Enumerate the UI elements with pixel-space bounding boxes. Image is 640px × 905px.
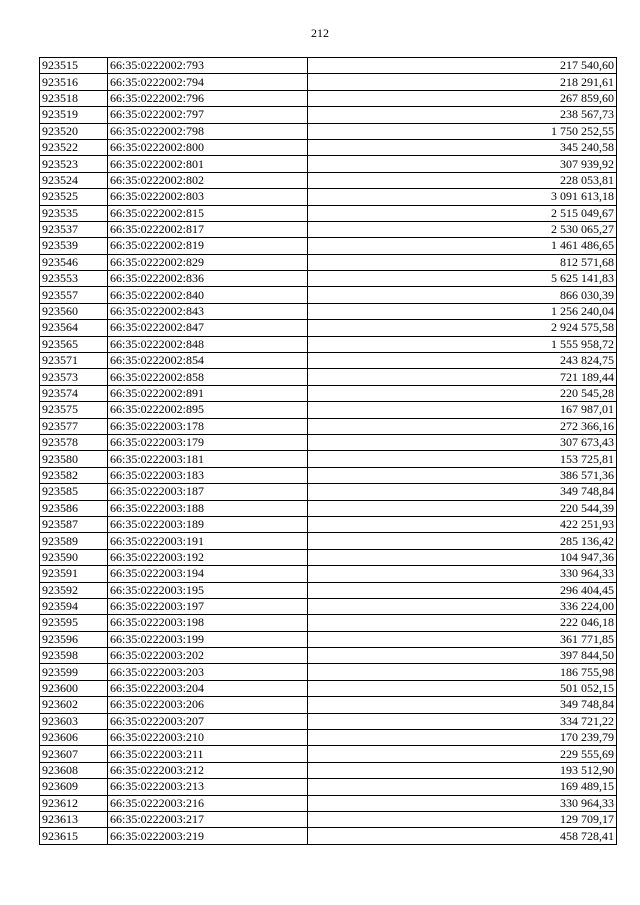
table-row <box>40 533 617 549</box>
cadastral-value-cell: 866 030,39 <box>308 287 617 303</box>
record-id-cell: 923585 <box>40 484 108 500</box>
cadastral-value-cell: 220 544,39 <box>308 500 617 516</box>
cadastral-value-cell: 272 366,16 <box>308 418 617 434</box>
record-id-cell: 923575 <box>40 402 108 418</box>
cadastral-number-cell: 66:35:0222003:187 <box>108 484 308 500</box>
record-id-cell: 923520 <box>40 123 108 139</box>
cadastral-value-cell: 330 964,33 <box>308 795 617 811</box>
record-id-cell: 923518 <box>40 90 108 106</box>
cadastral-value-cell: 228 053,81 <box>308 172 617 188</box>
cadastral-number-cell: 66:35:0222003:178 <box>108 418 308 434</box>
table-row <box>40 582 617 598</box>
cadastral-number-cell: 66:35:0222002:802 <box>108 172 308 188</box>
cadastral-number-cell: 66:35:0222003:217 <box>108 811 308 827</box>
cadastral-number-cell: 66:35:0222003:216 <box>108 795 308 811</box>
table-row <box>40 320 617 336</box>
cadastral-number-cell: 66:35:0222002:798 <box>108 123 308 139</box>
cadastral-value-cell: 307 939,92 <box>308 156 617 172</box>
cadastral-value-cell: 422 251,93 <box>308 516 617 532</box>
table-row <box>40 664 617 680</box>
record-id-cell: 923522 <box>40 139 108 155</box>
cadastral-number-cell: 66:35:0222002:796 <box>108 90 308 106</box>
cadastral-value-cell: 458 728,41 <box>308 828 617 844</box>
table-row <box>40 254 617 270</box>
record-id-cell: 923564 <box>40 320 108 336</box>
cadastral-number-cell: 66:35:0222003:202 <box>108 648 308 664</box>
cadastral-number-cell: 66:35:0222002:803 <box>108 189 308 205</box>
cadastral-value-cell: 386 571,36 <box>308 467 617 483</box>
cadastral-number-cell: 66:35:0222002:854 <box>108 353 308 369</box>
record-id-cell: 923557 <box>40 287 108 303</box>
cadastral-value-cell: 2 515 049,67 <box>308 205 617 221</box>
record-id-cell: 923609 <box>40 779 108 795</box>
cadastral-number-cell: 66:35:0222002:817 <box>108 221 308 237</box>
cadastral-number-cell: 66:35:0222003:191 <box>108 533 308 549</box>
table-row <box>40 221 617 237</box>
cadastral-value-cell: 238 567,73 <box>308 107 617 123</box>
cadastral-number-cell: 66:35:0222002:847 <box>108 320 308 336</box>
page-number: 212 <box>311 26 329 40</box>
cadastral-value-cell: 361 771,85 <box>308 631 617 647</box>
record-id-cell: 923539 <box>40 238 108 254</box>
table-row <box>40 139 617 155</box>
record-id-cell: 923612 <box>40 795 108 811</box>
table-row <box>40 598 617 614</box>
table-row <box>40 680 617 696</box>
cadastral-number-cell: 66:35:0222002:800 <box>108 139 308 155</box>
table-row <box>40 484 617 500</box>
table-row <box>40 205 617 221</box>
cadastral-number-cell: 66:35:0222003:199 <box>108 631 308 647</box>
cadastral-value-cell: 345 240,58 <box>308 139 617 155</box>
cadastral-value-cell: 1 750 252,55 <box>308 123 617 139</box>
record-id-cell: 923565 <box>40 336 108 352</box>
record-id-cell: 923560 <box>40 303 108 319</box>
record-id-cell: 923524 <box>40 172 108 188</box>
record-id-cell: 923587 <box>40 516 108 532</box>
cadastral-number-cell: 66:35:0222003:192 <box>108 549 308 565</box>
table-row <box>40 500 617 516</box>
cadastral-number-cell: 66:35:0222003:189 <box>108 516 308 532</box>
table-row <box>40 828 617 844</box>
cadastral-value-cell: 104 947,36 <box>308 549 617 565</box>
cadastral-value-cell: 169 489,15 <box>308 779 617 795</box>
cadastral-number-cell: 66:35:0222003:204 <box>108 680 308 696</box>
cadastral-number-cell: 66:35:0222003:212 <box>108 762 308 778</box>
cadastral-value-cell: 330 964,33 <box>308 566 617 582</box>
cadastral-value-cell: 218 291,61 <box>308 74 617 90</box>
cadastral-value-cell: 267 859,60 <box>308 90 617 106</box>
table-row <box>40 451 617 467</box>
cadastral-value-cell: 170 239,79 <box>308 730 617 746</box>
cadastral-value-cell: 349 748,84 <box>308 484 617 500</box>
cadastral-number-cell: 66:35:0222003:210 <box>108 730 308 746</box>
cadastral-number-cell: 66:35:0222002:794 <box>108 74 308 90</box>
record-id-cell: 923603 <box>40 713 108 729</box>
registry-table-body <box>40 58 617 845</box>
table-row <box>40 467 617 483</box>
cadastral-value-cell: 336 224,00 <box>308 598 617 614</box>
cadastral-value-cell: 307 673,43 <box>308 434 617 450</box>
record-id-cell: 923599 <box>40 664 108 680</box>
table-row <box>40 631 617 647</box>
record-id-cell: 923592 <box>40 582 108 598</box>
record-id-cell: 923537 <box>40 221 108 237</box>
cadastral-value-cell: 1 256 240,04 <box>308 303 617 319</box>
cadastral-number-cell: 66:35:0222003:198 <box>108 615 308 631</box>
cadastral-number-cell: 66:35:0222003:179 <box>108 434 308 450</box>
cadastral-value-cell: 1 461 486,65 <box>308 238 617 254</box>
record-id-cell: 923591 <box>40 566 108 582</box>
cadastral-number-cell: 66:35:0222003:219 <box>108 828 308 844</box>
table-row <box>40 402 617 418</box>
record-id-cell: 923607 <box>40 746 108 762</box>
table-row <box>40 549 617 565</box>
table-row <box>40 90 617 106</box>
table-row <box>40 615 617 631</box>
cadastral-value-cell: 229 555,69 <box>308 746 617 762</box>
cadastral-value-cell: 129 709,17 <box>308 811 617 827</box>
table-row <box>40 369 617 385</box>
cadastral-number-cell: 66:35:0222002:895 <box>108 402 308 418</box>
table-row <box>40 238 617 254</box>
cadastral-number-cell: 66:35:0222002:793 <box>108 58 308 74</box>
cadastral-number-cell: 66:35:0222002:836 <box>108 271 308 287</box>
record-id-cell: 923525 <box>40 189 108 205</box>
record-id-cell: 923594 <box>40 598 108 614</box>
record-id-cell: 923582 <box>40 467 108 483</box>
record-id-cell: 923515 <box>40 58 108 74</box>
table-row <box>40 336 617 352</box>
cadastral-number-cell: 66:35:0222003:194 <box>108 566 308 582</box>
cadastral-number-cell: 66:35:0222003:183 <box>108 467 308 483</box>
record-id-cell: 923615 <box>40 828 108 844</box>
table-row <box>40 418 617 434</box>
record-id-cell: 923598 <box>40 648 108 664</box>
cadastral-value-cell: 334 721,22 <box>308 713 617 729</box>
table-row <box>40 795 617 811</box>
cadastral-number-cell: 66:35:0222003:213 <box>108 779 308 795</box>
cadastral-value-cell: 217 540,60 <box>308 58 617 74</box>
cadastral-number-cell: 66:35:0222002:843 <box>108 303 308 319</box>
cadastral-number-cell: 66:35:0222002:840 <box>108 287 308 303</box>
cadastral-value-cell: 186 755,98 <box>308 664 617 680</box>
record-id-cell: 923574 <box>40 385 108 401</box>
cadastral-number-cell: 66:35:0222003:188 <box>108 500 308 516</box>
cadastral-value-cell: 2 924 575,58 <box>308 320 617 336</box>
table-row <box>40 303 617 319</box>
cadastral-number-cell: 66:35:0222002:848 <box>108 336 308 352</box>
table-row <box>40 762 617 778</box>
cadastral-value-cell: 3 091 613,18 <box>308 189 617 205</box>
record-id-cell: 923523 <box>40 156 108 172</box>
cadastral-number-cell: 66:35:0222002:858 <box>108 369 308 385</box>
record-id-cell: 923586 <box>40 500 108 516</box>
record-id-cell: 923519 <box>40 107 108 123</box>
cadastral-value-cell: 220 545,28 <box>308 385 617 401</box>
cadastral-number-cell: 66:35:0222003:206 <box>108 697 308 713</box>
cadastral-value-cell: 285 136,42 <box>308 533 617 549</box>
cadastral-value-cell: 397 844,50 <box>308 648 617 664</box>
table-row <box>40 811 617 827</box>
cadastral-value-cell: 243 824,75 <box>308 353 617 369</box>
record-id-cell: 923602 <box>40 697 108 713</box>
cadastral-number-cell: 66:35:0222003:203 <box>108 664 308 680</box>
table-row <box>40 74 617 90</box>
cadastral-number-cell: 66:35:0222002:891 <box>108 385 308 401</box>
cadastral-number-cell: 66:35:0222002:829 <box>108 254 308 270</box>
record-id-cell: 923613 <box>40 811 108 827</box>
table-row <box>40 648 617 664</box>
record-id-cell: 923595 <box>40 615 108 631</box>
cadastral-value-cell: 222 046,18 <box>308 615 617 631</box>
table-row <box>40 746 617 762</box>
table-row <box>40 156 617 172</box>
record-id-cell: 923596 <box>40 631 108 647</box>
table-row <box>40 779 617 795</box>
cadastral-number-cell: 66:35:0222002:797 <box>108 107 308 123</box>
cadastral-number-cell: 66:35:0222003:181 <box>108 451 308 467</box>
cadastral-number-cell: 66:35:0222002:819 <box>108 238 308 254</box>
cadastral-number-cell: 66:35:0222002:815 <box>108 205 308 221</box>
cadastral-value-cell: 193 512,90 <box>308 762 617 778</box>
table-row <box>40 434 617 450</box>
cadastral-value-cell: 501 052,15 <box>308 680 617 696</box>
table-row <box>40 172 617 188</box>
cadastral-number-cell: 66:35:0222003:195 <box>108 582 308 598</box>
cadastral-value-cell: 153 725,81 <box>308 451 617 467</box>
record-id-cell: 923553 <box>40 271 108 287</box>
record-id-cell: 923608 <box>40 762 108 778</box>
record-id-cell: 923546 <box>40 254 108 270</box>
cadastral-number-cell: 66:35:0222003:207 <box>108 713 308 729</box>
cadastral-value-cell: 5 625 141,83 <box>308 271 617 287</box>
table-row <box>40 58 617 74</box>
cadastral-value-cell: 2 530 065,27 <box>308 221 617 237</box>
record-id-cell: 923571 <box>40 353 108 369</box>
record-id-cell: 923535 <box>40 205 108 221</box>
table-row <box>40 123 617 139</box>
table-row <box>40 353 617 369</box>
cadastral-value-cell: 349 748,84 <box>308 697 617 713</box>
cadastral-number-cell: 66:35:0222003:197 <box>108 598 308 614</box>
cadastral-value-cell: 812 571,68 <box>308 254 617 270</box>
record-id-cell: 923590 <box>40 549 108 565</box>
registry-table <box>39 57 617 845</box>
table-row <box>40 107 617 123</box>
table-row <box>40 713 617 729</box>
table-row <box>40 516 617 532</box>
table-row <box>40 697 617 713</box>
table-row <box>40 287 617 303</box>
cadastral-value-cell: 1 555 958,72 <box>308 336 617 352</box>
record-id-cell: 923589 <box>40 533 108 549</box>
cadastral-value-cell: 167 987,01 <box>308 402 617 418</box>
cadastral-number-cell: 66:35:0222002:801 <box>108 156 308 172</box>
record-id-cell: 923516 <box>40 74 108 90</box>
record-id-cell: 923578 <box>40 434 108 450</box>
cadastral-value-cell: 721 189,44 <box>308 369 617 385</box>
table-row <box>40 385 617 401</box>
table-row <box>40 189 617 205</box>
record-id-cell: 923580 <box>40 451 108 467</box>
record-id-cell: 923606 <box>40 730 108 746</box>
table-row <box>40 271 617 287</box>
cadastral-value-cell: 296 404,45 <box>308 582 617 598</box>
record-id-cell: 923600 <box>40 680 108 696</box>
record-id-cell: 923573 <box>40 369 108 385</box>
table-row <box>40 566 617 582</box>
table-row <box>40 730 617 746</box>
cadastral-number-cell: 66:35:0222003:211 <box>108 746 308 762</box>
record-id-cell: 923577 <box>40 418 108 434</box>
